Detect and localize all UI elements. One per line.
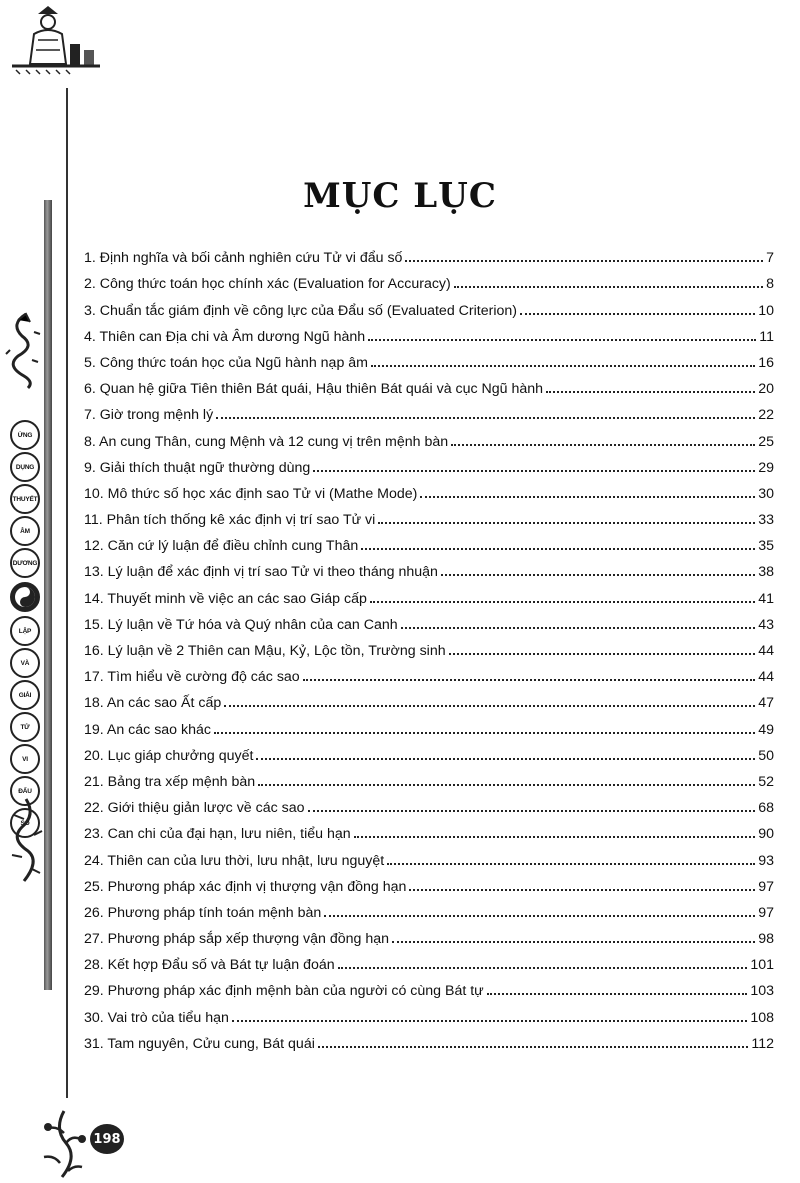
toc-leader-dots: [370, 601, 755, 603]
toc-leader-dots: [378, 522, 755, 524]
toc-leader-dots: [546, 391, 755, 393]
toc-entry: [84, 292, 774, 318]
toc-entry-page: 108: [750, 1009, 774, 1026]
toc-entry: [84, 345, 774, 371]
toc-entry-page: 93: [758, 852, 774, 869]
toc-entry-page: 38: [758, 564, 774, 581]
toc-entry-title: 23. Can chi của đại hạn, lưu niên, tiểu hạn: [84, 826, 351, 843]
toc-entry-page: 97: [758, 878, 774, 895]
toc-leader-dots: [371, 365, 755, 367]
side-label: DƯƠNG: [10, 548, 40, 578]
toc-entry-page: 44: [758, 643, 774, 659]
toc-leader-dots: [324, 915, 755, 917]
page-number: 198: [90, 1124, 124, 1154]
toc-entry-title: 7. Giờ trong mệnh lý: [84, 407, 214, 424]
toc-entry-title: 19. An các sao khác: [84, 721, 211, 738]
toc-entry: [84, 999, 774, 1025]
toc-leader-dots: [224, 705, 755, 707]
toc-entry: [84, 895, 774, 921]
toc-entry-page: 41: [758, 590, 774, 607]
side-label: VI: [10, 744, 40, 774]
toc-leader-dots: [405, 260, 763, 262]
toc-entry-page: 97: [758, 904, 774, 921]
side-label: ÂM: [10, 516, 40, 546]
side-label: ĐẨU: [10, 776, 40, 806]
toc-leader-dots: [401, 627, 756, 629]
toc-entry-page: 25: [758, 433, 774, 450]
toc-entry: [84, 659, 774, 685]
toc-entry: [84, 973, 774, 999]
toc-entry-title: 31. Tam nguyên, Cửu cung, Bát quái: [84, 1035, 315, 1052]
toc-entry-page: 101: [750, 957, 774, 974]
toc-entry: [84, 397, 774, 423]
toc-entry-title: 22. Giới thiệu giản lược về các sao: [84, 800, 305, 817]
side-label: GIẢI: [10, 680, 40, 710]
toc-leader-dots: [308, 810, 756, 812]
toc-entry-title: 24. Thiên can của lưu thời, lưu nhật, lưu nguyệt: [84, 852, 385, 869]
toc-entry-page: 29: [758, 459, 774, 476]
toc-entry: [84, 711, 774, 737]
side-label: SỐ: [10, 808, 40, 838]
toc-leader-dots: [232, 1020, 747, 1022]
toc-entry-page: 68: [758, 800, 774, 817]
toc-entry: [84, 738, 774, 764]
toc-entry-title: 13. Lý luận để xác định vị trí sao Tử vi theo tháng nhuận: [84, 564, 438, 581]
toc-leader-dots: [303, 679, 756, 681]
toc-entry-title: 6. Quan hệ giữa Tiên thiên Bát quái, Hậu thiên Bát quái và cục Ngũ hành: [84, 381, 544, 398]
toc-entry: [84, 266, 774, 292]
flower-ornament: [36, 1105, 92, 1183]
scholar-illustration: [8, 4, 104, 84]
toc-entry-title: 18. An các sao Ất cấp: [84, 695, 222, 712]
toc-entry-title: 27. Phương pháp sắp xếp thượng vận đồng hạn: [84, 931, 390, 948]
toc-entry-title: 16. Lý luận về 2 Thiên can Mậu, Kỷ, Lộc tồn, Trường sinh: [84, 643, 446, 659]
toc-entry: [84, 1026, 774, 1052]
table-of-contents: [84, 240, 774, 1052]
margin-rule: [66, 88, 68, 1098]
toc-entry: [84, 764, 774, 790]
toc-entry-page: 7: [766, 250, 774, 267]
toc-entry: [84, 869, 774, 895]
toc-entry: [84, 790, 774, 816]
toc-entry-title: 4. Thiên can Địa chi và Âm dương Ngũ hành: [84, 328, 366, 345]
toc-entry-page: 22: [758, 407, 774, 424]
toc-entry: [84, 319, 774, 345]
toc-entry-page: 112: [751, 1035, 774, 1052]
toc-entry-title: 10. Mô thức số học xác định sao Tử vi (Mathe Mode): [84, 485, 418, 502]
toc-entry-title: 14. Thuyết minh về việc an các sao Giáp cấp: [84, 590, 367, 607]
toc-leader-dots: [420, 496, 755, 498]
toc-entry: [84, 423, 774, 449]
toc-leader-dots: [216, 417, 755, 419]
phoenix-ornament: [6, 795, 46, 885]
toc-leader-dots: [368, 339, 756, 341]
side-label: DỤNG: [10, 452, 40, 482]
toc-leader-dots: [520, 313, 755, 315]
toc-entry: [84, 528, 774, 554]
toc-entry-page: 11: [759, 328, 774, 345]
toc-entry-page: 98: [758, 931, 774, 948]
toc-entry-title: 21. Bảng tra xếp mệnh bàn: [84, 773, 256, 790]
toc-entry: [84, 633, 774, 659]
page-title: MỤC LỤC: [303, 176, 497, 216]
side-label: ỨNG: [10, 420, 40, 450]
toc-entry-title: 3. Chuẩn tắc giám định về công lực của Đẩu số (Evaluated Criterion): [84, 302, 517, 319]
yin-yang-emblem-icon: [10, 582, 40, 612]
toc-entry-title: 20. Lục giáp chưởng quyết: [84, 747, 254, 764]
toc-entry-page: 43: [758, 616, 774, 633]
toc-leader-dots: [487, 993, 748, 995]
toc-entry-page: 35: [758, 538, 774, 555]
side-label: TỬ: [10, 712, 40, 742]
side-label: LẬP: [10, 616, 40, 646]
toc-leader-dots: [354, 836, 756, 838]
toc-entry: [84, 502, 774, 528]
toc-entry: [84, 371, 774, 397]
toc-entry-title: 25. Phương pháp xác định vị thượng vận đồng hạn: [84, 878, 407, 895]
toc-entry: [84, 450, 774, 476]
toc-entry-page: 10: [758, 302, 774, 319]
toc-entry: [84, 476, 774, 502]
side-label: THUYẾT: [10, 484, 40, 514]
toc-entry-title: 11. Phân tích thống kê xác định vị trí sao Tử vi: [84, 512, 376, 529]
toc-entry-page: 30: [758, 485, 774, 502]
toc-entry-page: 33: [758, 512, 774, 529]
toc-leader-dots: [214, 732, 755, 734]
toc-entry: [84, 842, 774, 868]
toc-entry-page: 16: [758, 354, 774, 371]
toc-leader-dots: [441, 574, 755, 576]
toc-entry: [84, 947, 774, 973]
toc-entry-page: 44: [758, 669, 774, 686]
toc-leader-dots: [338, 967, 748, 969]
toc-entry: [84, 607, 774, 633]
toc-leader-dots: [409, 889, 755, 891]
toc-entry: [84, 816, 774, 842]
toc-entry: [84, 240, 774, 266]
toc-entry-page: 52: [758, 773, 774, 790]
side-label: VÀ: [10, 648, 40, 678]
toc-entry-title: 17. Tìm hiểu về cường độ các sao: [84, 669, 300, 686]
toc-entry: [84, 554, 774, 580]
toc-entry-page: 47: [758, 695, 774, 712]
toc-leader-dots: [449, 653, 756, 655]
toc-entry-page: 50: [758, 747, 774, 764]
toc-entry-page: 8: [766, 276, 774, 293]
toc-entry-page: 90: [758, 826, 774, 843]
toc-entry-title: 29. Phương pháp xác định mệnh bàn của người có cùng Bát tự: [84, 983, 484, 1000]
toc-entry: [84, 685, 774, 711]
toc-leader-dots: [256, 758, 755, 760]
toc-leader-dots: [454, 286, 763, 288]
toc-entry-title: 1. Định nghĩa và bối cảnh nghiên cứu Tử vi đẩu số: [84, 250, 403, 267]
toc-entry-title: 28. Kết hợp Đẩu số và Bát tự luận đoán: [84, 957, 335, 974]
toc-leader-dots: [387, 863, 755, 865]
toc-entry-title: 15. Lý luận về Tứ hóa và Quý nhân của can Canh: [84, 616, 398, 633]
toc-entry-title: 5. Công thức toán học của Ngũ hành nạp âm: [84, 354, 368, 371]
toc-leader-dots: [318, 1046, 749, 1048]
toc-leader-dots: [392, 941, 755, 943]
toc-entry-title: 2. Công thức toán học chính xác (Evaluation for Accuracy): [84, 276, 451, 293]
toc-entry: [84, 580, 774, 606]
toc-entry: [84, 921, 774, 947]
toc-entry-title: 12. Căn cứ lý luận để điều chỉnh cung Thân: [84, 538, 359, 555]
dragon-ornament: [4, 310, 48, 390]
toc-entry-page: 49: [758, 721, 774, 738]
toc-leader-dots: [313, 470, 755, 472]
toc-entry-title: 9. Giải thích thuật ngữ thường dùng: [84, 459, 311, 476]
toc-leader-dots: [451, 444, 755, 446]
toc-entry-title: 30. Vai trò của tiểu hạn: [84, 1009, 229, 1026]
toc-entry-title: 8. An cung Thân, cung Mệnh và 12 cung vị trên mệnh bàn: [84, 433, 449, 450]
toc-entry-page: 20: [758, 381, 774, 398]
toc-leader-dots: [361, 548, 755, 550]
toc-entry-title: 26. Phương pháp tính toán mệnh bàn: [84, 904, 322, 921]
toc-entry-page: 103: [750, 983, 774, 1000]
toc-leader-dots: [258, 784, 755, 786]
